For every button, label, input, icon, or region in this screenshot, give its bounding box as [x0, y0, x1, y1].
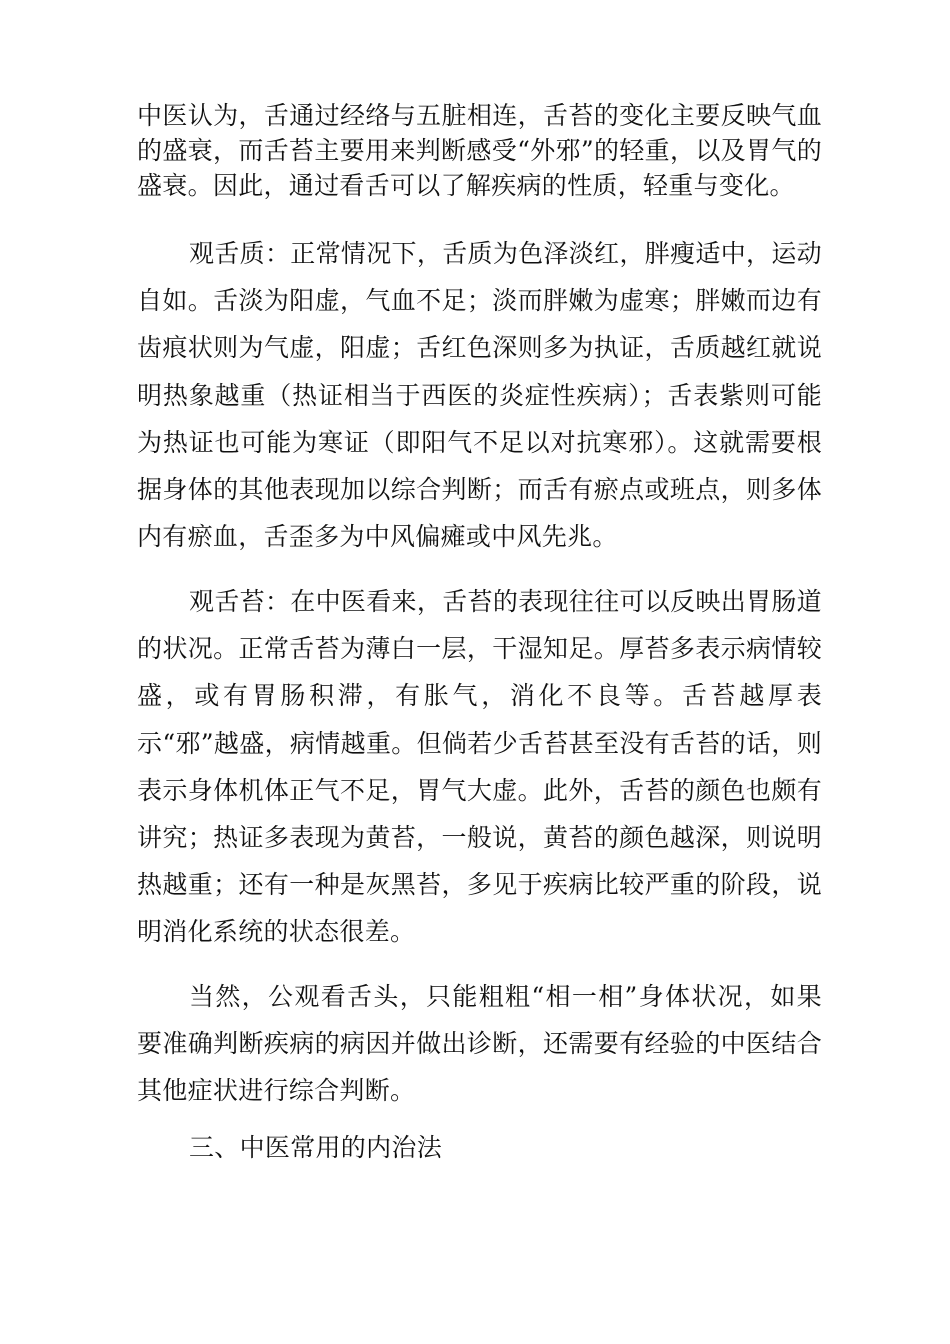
paragraph-conclusion: 当然，公观看舌头，只能粗粗“相一相”身体状况，如果要准确判断疾病的病因并做出诊断，还需要有经验的中医结合其他症状进行综合判断。 [137, 982, 822, 1106]
paragraph-tongue-overview: 中医认为，舌通过经络与五脏相连，舌苔的变化主要反映气血的盛衰，而舌苔主要用来判断感受“外邪”的轻重，以及胃气的盛衰。因此，通过看舌可以了解疾病的性质，轻重与变化。 [137, 101, 822, 200]
section-heading-internal-treatment: 三、中医常用的内治法 [189, 1133, 443, 1162]
paragraph-tongue-coating: 观舌苔：在中医看来，舌苔的表现往往可以反映出胃肠道的状况。正常舌苔为薄白一层，干湿知足。厚苔多表示病情较盛，或有胃肠积滞，有胀气，消化不良等。舌苔越厚表示“邪”越盛，病情越重。但倘若少舌苔甚至没有舌苔的话，则表示身体机体正气不足，胃气大虚。此外，舌苔的颜色也颇有讲究；热证多表现为黄苔，一般说，黄苔的颜色越深，则说明热越重；还有一种是灰黑苔，多见于疾病比较严重的阶段，说明消化系统的状态很差。 [137, 587, 822, 947]
paragraph-tongue-body: 观舌质：正常情况下，舌质为色泽淡红，胖瘦适中，运动自如。舌淡为阳虚，气血不足；淡而胖嫩为虚寒；胖嫩而边有齿痕状则为气虚，阳虚；舌红色深则多为执证，舌质越红就说明热象越重（热证相当于西医的炎症性疾病）；舌表紫则可能为热证也可能为寒证（即阳气不足以对抗寒邪）。这就需要根据身体的其他表现加以综合判断；而舌有瘀点或班点，则多体内有瘀血，舌歪多为中风偏瘫或中风先兆。 [137, 239, 822, 552]
